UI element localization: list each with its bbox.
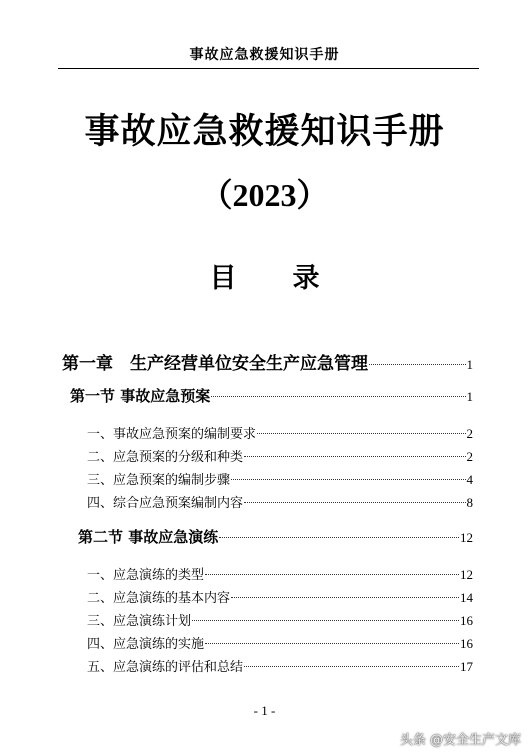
toc-page-number: 4 xyxy=(466,472,473,487)
toc-page-number: 16 xyxy=(460,636,473,651)
toc-page-number: 1 xyxy=(466,357,473,372)
toc-item-label: 三、应急预案的编制步骤 xyxy=(87,473,231,488)
toc-section-2[interactable] xyxy=(78,526,473,547)
toc-item-label: 二、应急演练的基本内容 xyxy=(87,591,231,606)
toc-leader xyxy=(231,597,459,598)
running-header: 事故应急救援知识手册 xyxy=(189,47,340,63)
toc-item-label: 三、应急演练计划 xyxy=(87,614,192,629)
toc-leader xyxy=(205,574,459,575)
toc-chapter-label: 第一章 生产经营单位安全生产应急管理 xyxy=(62,354,368,374)
toc-leader xyxy=(192,620,459,621)
toc-leader xyxy=(211,396,465,397)
toc-item[interactable] xyxy=(87,564,473,583)
toc-item-label: 一、事故应急预案的编制要求 xyxy=(87,427,257,442)
toc-item[interactable] xyxy=(87,587,473,606)
toc-page-number: 12 xyxy=(460,530,473,545)
toc-page-number: 16 xyxy=(460,613,473,628)
source-watermark: 头条 @安全生产文库 xyxy=(399,733,521,748)
toc-leader xyxy=(369,364,466,365)
toc-leader xyxy=(219,537,459,538)
toc-page-number: 8 xyxy=(466,495,473,510)
toc-page-number: 12 xyxy=(460,567,473,582)
toc-item-label: 二、应急预案的分级和种类 xyxy=(87,450,244,465)
toc-item[interactable] xyxy=(87,446,473,465)
toc-item-label: 五、应急演练的评估和总结 xyxy=(87,660,244,675)
toc-item[interactable] xyxy=(87,633,473,652)
toc-leader xyxy=(231,479,465,480)
toc-section-label: 第二节 事故应急演练 xyxy=(78,528,219,546)
page-number-footer: - 1 - xyxy=(253,703,276,718)
toc-leader xyxy=(244,666,459,667)
header-rule xyxy=(58,68,479,69)
toc-item-label: 一、应急演练的类型 xyxy=(87,568,205,583)
toc-page-number: 17 xyxy=(460,659,473,674)
document-title: 事故应急救援知识手册 xyxy=(84,111,445,152)
toc-item[interactable] xyxy=(87,469,473,488)
toc-leader xyxy=(257,433,465,434)
toc-leader xyxy=(244,456,465,457)
toc-section-label: 第一节 事故应急预案 xyxy=(70,387,211,405)
toc-item-label: 四、综合应急预案编制内容 xyxy=(87,496,244,511)
toc-section-1[interactable] xyxy=(70,385,473,406)
toc-item[interactable] xyxy=(87,492,473,511)
toc-item[interactable] xyxy=(87,656,473,675)
toc-page-number: 2 xyxy=(466,426,473,441)
toc-page-number: 14 xyxy=(460,590,473,605)
toc-leader xyxy=(205,643,459,644)
toc-page-number: 1 xyxy=(466,389,473,404)
toc-leader xyxy=(244,502,465,503)
toc-item[interactable] xyxy=(87,610,473,629)
toc-heading: 目录 xyxy=(209,263,376,294)
toc-item-label: 四、应急演练的实施 xyxy=(87,637,205,652)
toc-page-number: 2 xyxy=(466,449,473,464)
document-year: （2023） xyxy=(200,177,329,213)
toc-chapter-1[interactable] xyxy=(62,349,473,374)
toc-item[interactable] xyxy=(87,423,473,442)
